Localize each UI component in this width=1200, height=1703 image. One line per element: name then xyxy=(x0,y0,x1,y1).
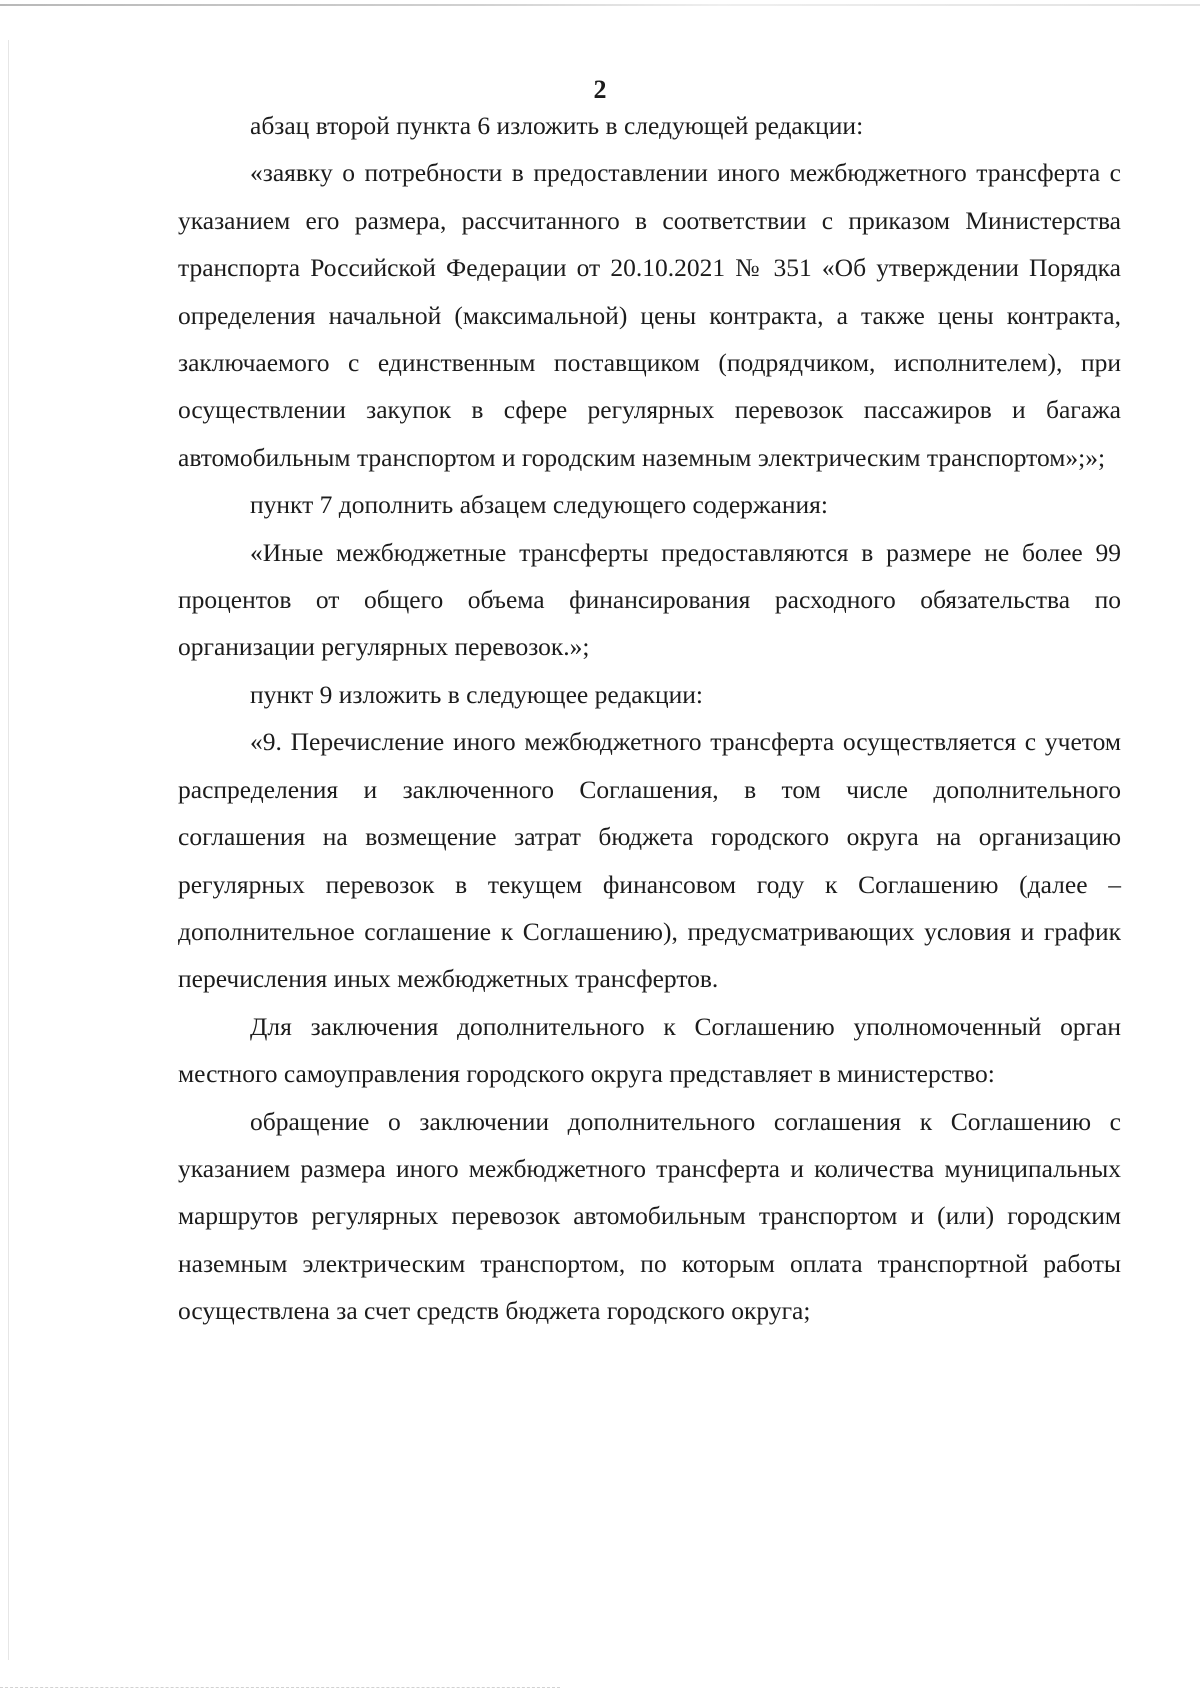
document-body xyxy=(178,102,1121,1335)
paragraph-3: пункт 7 дополнить абзацем следующего содержания: xyxy=(250,490,828,520)
paragraph-4: «Иные межбюджетные трансферты предоставляются в размере не более 99 процентов от общего объема финансирования расходного обязательства по организации регулярных перевозок.»; xyxy=(178,537,1121,662)
paragraph-5: пункт 9 изложить в следующее редакции: xyxy=(250,679,704,709)
paragraph-2: «заявку о потребности в предоставлении иного межбюджетного трансферта с указанием его размера, рассчитанного в соответствии с приказом Министерства транспорта Российской Федерации от 20.10.2021 № 351 «Об утверждении Порядка определения начальной (максимальной) цены контракта, а также цены контракта, заключаемого с единственным поставщиком (подрядчиком, исполнителем), при осуществлении закупок в сфере регулярных перевозок пассажиров и багажа автомобильным транспортом и городским наземным электрическим транспортом»;»; xyxy=(178,158,1121,472)
paragraph-1: абзац второй пункта 6 изложить в следующей редакции: xyxy=(250,111,864,140)
scan-top-edge xyxy=(0,4,1200,6)
paragraph-6: «9. Перечисление иного межбюджетного трансферта осуществляется с учетом распределения и заключенного Соглашения, в том числе дополнительного соглашения на возмещение затрат бюджета городского округа на организацию регулярных перевозок в текущем финансовом году к Соглашению (далее – дополнительное соглашение к Соглашению), предусматривающих условия и график перечисления иных межбюджетных трансфертов. xyxy=(178,727,1121,994)
paragraph-7: Для заключения дополнительного к Соглашению уполномоченный орган местного самоуправления городского округа представляет в министерство: xyxy=(178,1011,1121,1089)
scan-left-edge xyxy=(8,40,9,1660)
paragraph-8: обращение о заключении дополнительного соглашения к Соглашению с указанием размера иного межбюджетного трансферта и количества муниципальных маршрутов регулярных перевозок автомобильным транспортом и (или) городским наземным электрическим транспортом, по которым оплата транспортной работы осуществлена за счет средств бюджета городского округа; xyxy=(178,1106,1121,1326)
scan-bottom-edge xyxy=(0,1687,560,1689)
page-number: 2 xyxy=(593,75,607,104)
